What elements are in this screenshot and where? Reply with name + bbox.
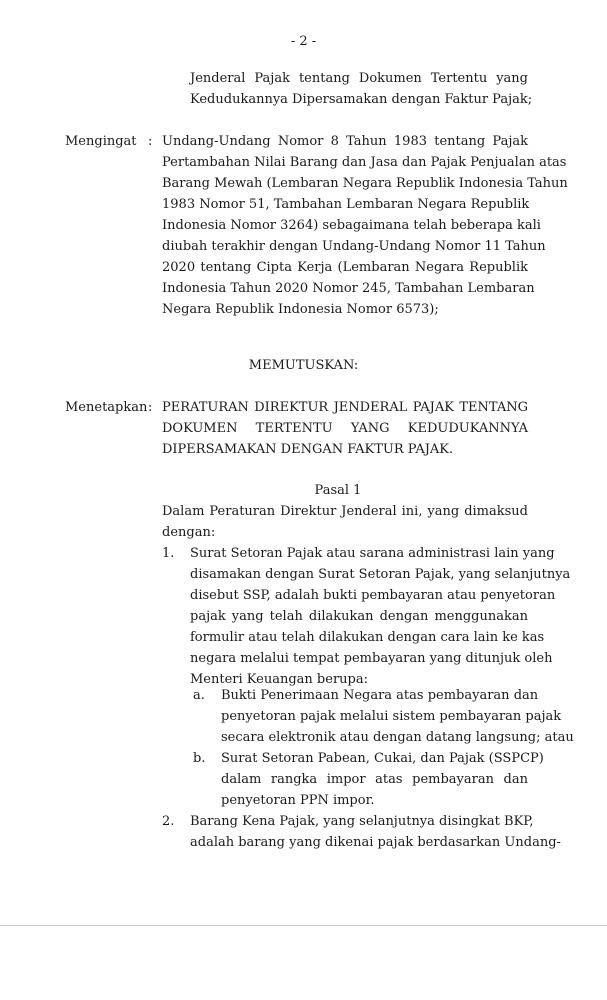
item-line: formulir atau telah dilakukan dengan cara lain ke kas (190, 630, 545, 645)
item-line: Surat Setoran Pajak atau sarana administrasi lain yang (190, 546, 555, 561)
pasal-title: Pasal 1 (314, 483, 362, 498)
mengingat-line: Barang Mewah (Lembaran Negara Republik Indonesia Tahun (162, 176, 568, 191)
mengingat-label: Mengingat (65, 134, 137, 149)
mengingat-line: Indonesia Nomor 3264) sebagaimana telah beberapa kali (162, 218, 541, 233)
subitem-line: Surat Setoran Pabean, Cukai, dan Pajak (SSPCP) (221, 751, 544, 766)
preamble-line: Kedudukannya Dipersamakan dengan Faktur Pajak; (190, 92, 533, 107)
subitem-line: dalam rangka impor atas pembayaran dan (221, 772, 528, 787)
memutuskan-heading: MEMUTUSKAN: (248, 358, 359, 373)
mengingat-line: diubah terakhir dengan Undang-Undang Nomor 11 Tahun (162, 239, 546, 254)
item-line: Barang Kena Pajak, yang selanjutnya disingkat BKP, (190, 814, 534, 829)
pasal-intro-line: dengan: (162, 525, 216, 540)
menetapkan-line: DOKUMEN TERTENTU YANG KEDUDUKANNYA (162, 421, 528, 436)
item-marker: 1. (162, 546, 175, 561)
menetapkan-line: DIPERSAMAKAN DENGAN FAKTUR PAJAK. (162, 442, 454, 457)
menetapkan-colon: : (148, 400, 153, 415)
item-line: negara melalui tempat pembayaran yang ditunjuk oleh (190, 651, 553, 666)
mengingat-line: Undang-Undang Nomor 8 Tahun 1983 tentang Pajak (162, 134, 528, 149)
item-line: Menteri Keuangan berupa: (190, 672, 368, 687)
mengingat-colon: : (148, 134, 153, 149)
mengingat-line: 2020 tentang Cipta Kerja (Lembaran Negara Republik (162, 260, 528, 275)
menetapkan-line: PERATURAN DIREKTUR JENDERAL PAJAK TENTANG (162, 400, 528, 415)
subitem-marker: b. (193, 751, 206, 766)
scan-edge-divider (0, 925, 607, 926)
mengingat-line: Negara Republik Indonesia Nomor 6573); (162, 302, 439, 317)
item-line: disamakan dengan Surat Setoran Pajak, yang selanjutnya (190, 567, 571, 582)
item-line: pajak yang telah dilakukan dengan menggunakan (190, 609, 528, 624)
page-number: - 2 - (290, 34, 317, 49)
subitem-marker: a. (193, 688, 205, 703)
menetapkan-label: Menetapkan (65, 400, 148, 415)
subitem-line: penyetoran PPN impor. (221, 793, 375, 808)
mengingat-line: Pertambahan Nilai Barang dan Jasa dan Pajak Penjualan atas (162, 155, 567, 170)
subitem-line: Bukti Penerimaan Negara atas pembayaran dan (221, 688, 539, 703)
item-marker: 2. (162, 814, 175, 829)
item-line: adalah barang yang dikenai pajak berdasarkan Undang- (190, 835, 561, 850)
pasal-intro-line: Dalam Peraturan Direktur Jenderal ini, yang dimaksud (162, 504, 528, 519)
preamble-line: Jenderal Pajak tentang Dokumen Tertentu yang (190, 71, 528, 86)
mengingat-line: Indonesia Tahun 2020 Nomor 245, Tambahan Lembaran (162, 281, 535, 296)
mengingat-line: 1983 Nomor 51, Tambahan Lembaran Negara Republik (162, 197, 530, 212)
subitem-line: secara elektronik atau dengan datang langsung; atau (221, 730, 574, 745)
subitem-line: penyetoran pajak melalui sistem pembayaran pajak (221, 709, 562, 724)
item-line: disebut SSP, adalah bukti pembayaran atau penyetoran (190, 588, 556, 603)
